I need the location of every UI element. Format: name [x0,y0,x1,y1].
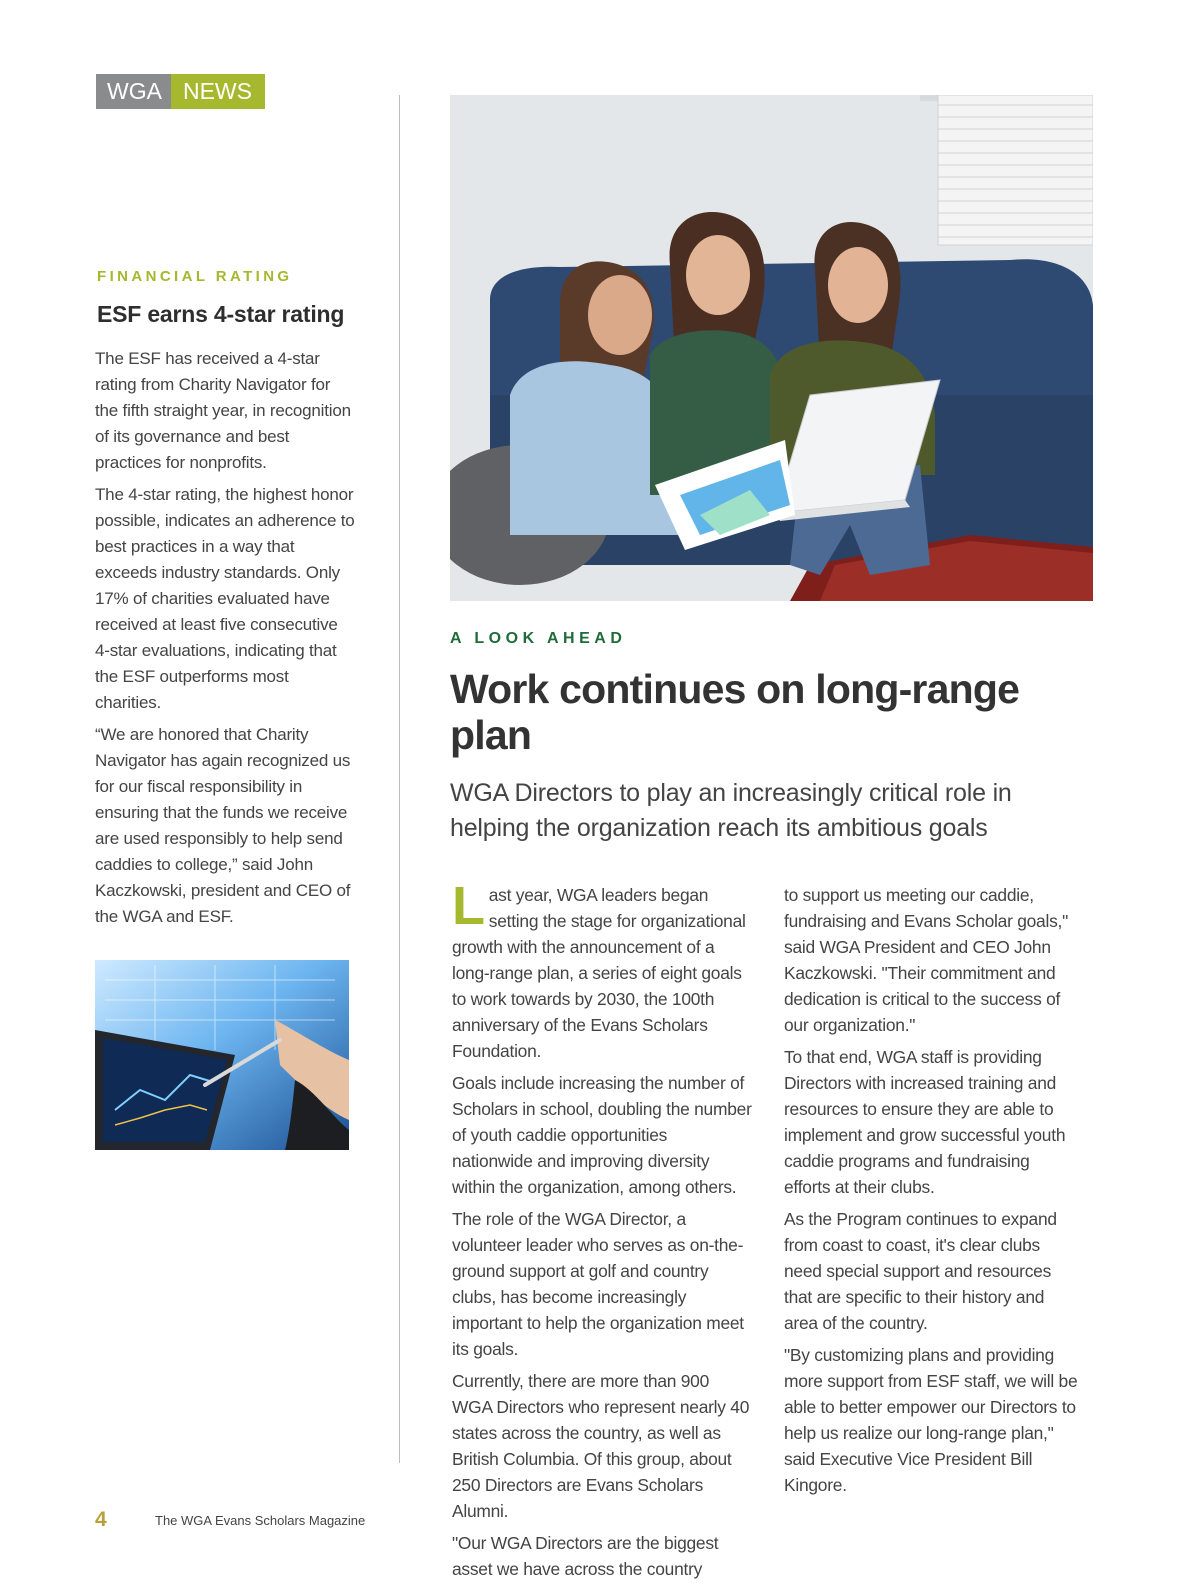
article-kicker: A LOOK AHEAD [450,630,627,647]
article-column-1 [452,876,752,1588]
section-tag-news: NEWS [171,74,265,109]
article-headline: Work continues on long-range plan [450,666,1020,758]
sidebar-body [95,346,355,930]
article-paragraph: Currently, there are more than 900 WGA Directors who represent nearly 40 states across the country, as well as British Columbia. Of this group, about 250 Directors are Evans Scholars Alumni. [452,1371,750,1521]
tablet-stylus-photo [95,960,349,1150]
article-paragraph: As the Program continues to expand from coast to coast, it's clear clubs need special support and resources that are specific to their history and area of the country. [784,1209,1057,1333]
column-divider [399,95,400,1463]
sidebar-paragraph: “We are honored that Charity Navigator has again recognized us for our fiscal responsibility in ensuring that the funds we receive are used responsibly to help send caddies to college,” said John Kaczkowski, president and CEO of the WGA and ESF. [95,725,351,926]
article-paragraph: "By customizing plans and providing more support from ESF staff, we will be able to better empower our Directors to help us realize our long-range plan," said Executive Vice President Bill Kingore. [784,1345,1078,1495]
article-paragraph: to support us meeting our caddie, fundraising and Evans Scholar goals," said WGA President and CEO John Kaczkowski. "Their commitment and dedication is critical to the success of our organization." [784,885,1069,1035]
sidebar-paragraph: The ESF has received a 4-star rating from Charity Navigator for the fifth straight year, in recognition of its governance and best practices for nonprofits. [95,349,351,472]
article-deck: WGA Directors to play an increasingly critical role in helping the organization reach its ambitious goals [450,779,1012,842]
tablet-stylus-illustration [95,960,349,1150]
section-tag-wga: WGA [96,74,171,109]
article-paragraph [452,876,752,1064]
sidebar-kicker: FINANCIAL RATING [97,268,293,285]
main-article [450,630,1095,1588]
students-on-couch-illustration [450,95,1093,601]
sidebar-paragraph: The 4-star rating, the highest honor possible, indicates an adherence to best practices in a way that exceeds industry standards. Only 17% of charities evaluated have received at least five consecutive 4-star evaluations, indicating that the ESF outperforms most charities. [95,485,355,712]
hero-photo [450,95,1093,601]
article-paragraph: The role of the WGA Director, a volunteer leader who serves as on-the-ground support at golf and country clubs, has become increasingly important to help the organization meet its goals. [452,1209,744,1359]
window-blinds [938,95,1093,245]
article-paragraph: "Our WGA Directors are the biggest asset we have across the country [452,1533,719,1579]
article-paragraph-text: ast year, WGA leaders began setting the stage for organizational growth with the announcement of a long-range plan, a series of eight goals to work towards by 2030, the 100th anniversary of the Evans Scholars Foundation. [452,885,746,1061]
sidebar-story [95,268,355,936]
article-paragraph: To that end, WGA staff is providing Directors with increased training and resources to ensure they are able to implement and grow successful youth caddie programs and fundraising efforts at their clubs. [784,1047,1066,1197]
sidebar-headline: ESF earns 4-star rating [97,301,345,327]
magazine-title: The WGA Evans Scholars Magazine [155,1512,366,1528]
article-paragraph: Goals include increasing the number of Scholars in school, doubling the number of youth caddie opportunities nationwide and improving diversity within the organization, among others. [452,1073,752,1197]
article-column-2 [784,882,1080,1588]
page-footer [95,1508,365,1532]
section-tag [96,74,265,109]
page-number: 4 [95,1508,107,1531]
article-columns [450,876,1095,1588]
drop-cap: L [452,876,485,936]
